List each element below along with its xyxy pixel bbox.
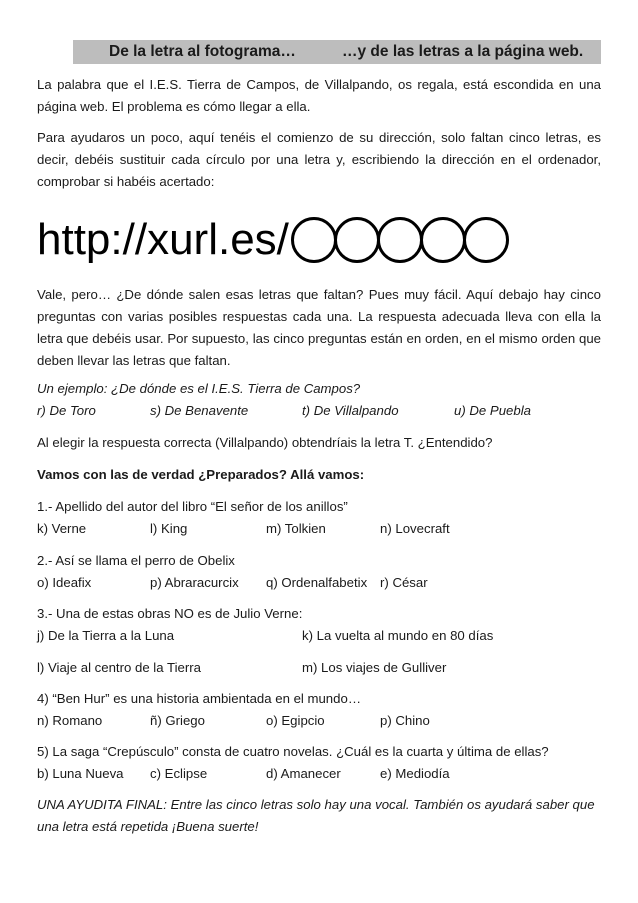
answer-option: r) César	[380, 575, 428, 590]
question-5-options	[37, 763, 601, 785]
example-option: r) De Toro	[37, 403, 96, 418]
example-options	[37, 400, 601, 422]
answer-option: p) Abraracurcix	[150, 575, 239, 590]
question-1: 1.- Apellido del autor del libro “El señor de los anillos”	[37, 499, 348, 514]
answer-option: m) Los viajes de Gulliver	[302, 660, 447, 675]
final-hint: UNA AYUDITA FINAL: Entre las cinco letras solo hay una vocal. También os ayudará saber que una letra está repetida ¡Buena suerte!	[37, 797, 595, 834]
start-line: Vamos con las de verdad ¿Preparados? Allá vamos:	[37, 467, 365, 482]
letter-circle	[291, 217, 337, 263]
url-line	[37, 210, 506, 270]
question-3-options-b	[37, 657, 601, 679]
letter-circle	[334, 217, 380, 263]
answer-option: k) Verne	[37, 521, 87, 536]
letter-circle	[420, 217, 466, 263]
answer-option: ñ) Griego	[150, 713, 205, 728]
answer-option: m) Tolkien	[266, 521, 326, 536]
example-option: u) De Puebla	[454, 403, 531, 418]
letter-circle	[463, 217, 509, 263]
question-5: 5) La saga “Crepúsculo” consta de cuatro novelas. ¿Cuál es la cuarta y última de ellas?	[37, 744, 549, 759]
answer-option: l) King	[150, 521, 188, 536]
question-1-options	[37, 518, 601, 540]
answer-option: q) Ordenalfabetix	[266, 575, 368, 590]
answer-option: c) Eclipse	[150, 766, 208, 781]
answer-option: d) Amanecer	[266, 766, 341, 781]
question-3: 3.- Una de estas obras NO es de Julio Verne:	[37, 606, 303, 621]
instructions-paragraph: Para ayudaros un poco, aquí tenéis el comienzo de su dirección, solo faltan cinco letras, es decir, debéis sustituir cada círculo por una letra y, escribiendo la dirección en el ordenador, comprobar si habéis acertado:	[37, 130, 601, 189]
example-option: t) De Villalpando	[302, 403, 399, 418]
title-left: De la letra al fotograma…	[109, 43, 296, 60]
intro-paragraph: La palabra que el I.E.S. Tierra de Campos, de Villalpando, os regala, está escondida en una página web. El problema es cómo llegar a ella.	[37, 77, 601, 114]
answer-option: e) Mediodía	[380, 766, 450, 781]
question-2: 2.- Así se llama el perro de Obelix	[37, 553, 235, 568]
question-3-options-a	[37, 625, 601, 647]
question-4-options	[37, 710, 601, 732]
answer-option: l) Viaje al centro de la Tierra	[37, 660, 201, 675]
answer-option: k) La vuelta al mundo en 80 días	[302, 628, 494, 643]
answer-option: n) Romano	[37, 713, 103, 728]
answer-option: o) Ideafix	[37, 575, 92, 590]
answer-option: b) Luna Nueva	[37, 766, 124, 781]
answer-option: o) Egipcio	[266, 713, 325, 728]
example-result: Al elegir la respuesta correcta (Villalpando) obtendríais la letra T. ¿Entendido?	[37, 435, 493, 450]
title-right: …y de las letras a la página web.	[342, 43, 584, 60]
answer-option: n) Lovecraft	[380, 521, 450, 536]
title-bar	[73, 40, 601, 64]
letter-circle	[377, 217, 423, 263]
url-prefix: http://xurl.es/	[37, 215, 289, 264]
letter-circles	[291, 217, 506, 263]
answer-option: j) De la Tierra a la Luna	[37, 628, 175, 643]
explanation-paragraph: Vale, pero… ¿De dónde salen esas letras que faltan? Pues muy fácil. Aquí debajo hay cinco preguntas con varias posibles respuestas cada una. La respuesta adecuada lleva con ella la letra que debéis usar. Por supuesto, las cinco preguntas están en orden, en el mismo orden que deben llevar las letras que faltan.	[37, 287, 601, 368]
answer-option: p) Chino	[380, 713, 430, 728]
example-option: s) De Benavente	[150, 403, 249, 418]
question-4: 4) “Ben Hur” es una historia ambientada en el mundo…	[37, 691, 362, 706]
example-question: Un ejemplo: ¿De dónde es el I.E.S. Tierra de Campos?	[37, 381, 361, 396]
question-2-options	[37, 572, 601, 594]
